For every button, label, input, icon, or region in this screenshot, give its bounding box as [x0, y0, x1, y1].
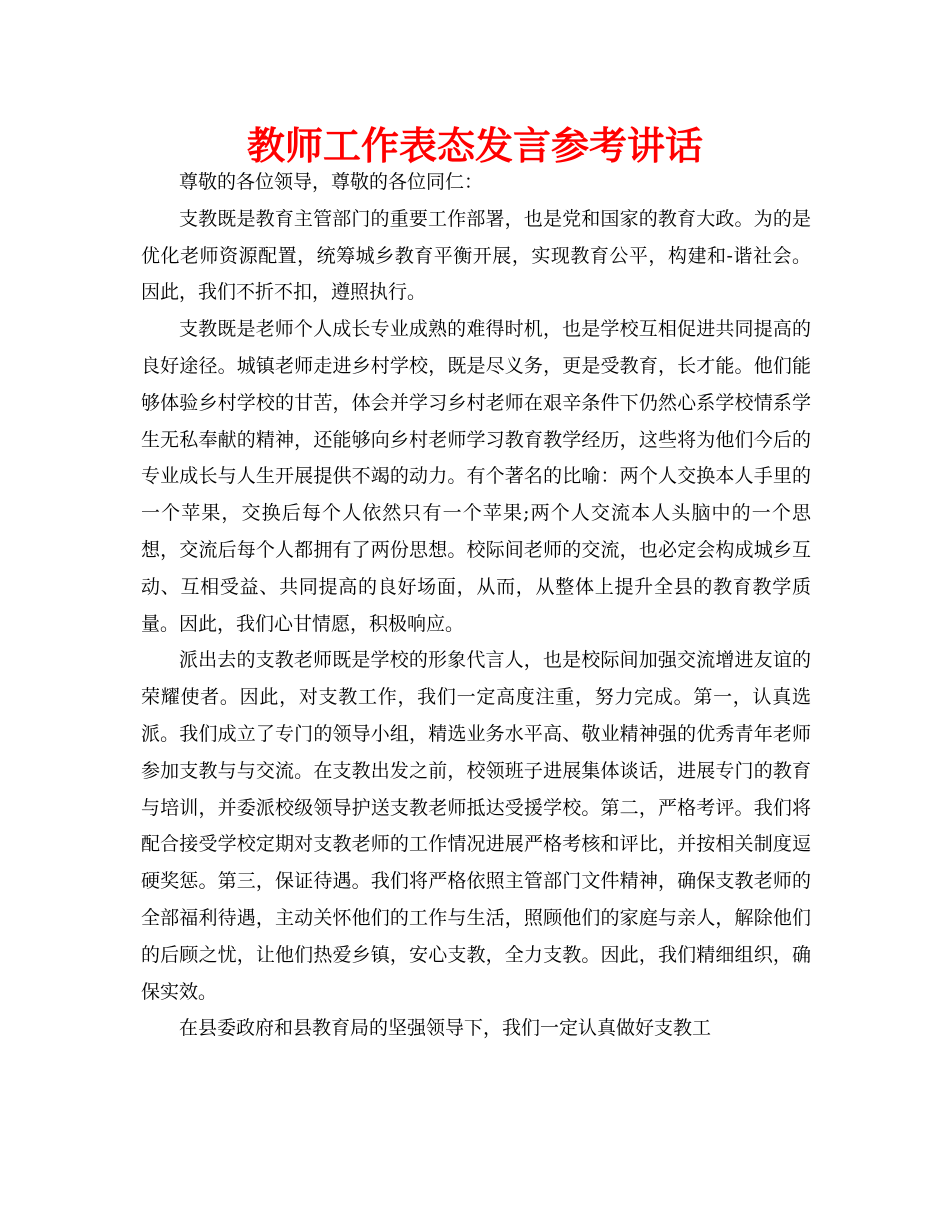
salutation: 尊敬的各位领导，尊敬的各位同仁： [179, 171, 484, 193]
paragraph-4: 在县委政府和县教育局的坚强领导下，我们一定认真做好支教工 [179, 1017, 712, 1040]
paragraph-1: 支教既是教育主管部门的重要工作部署，也是党和国家的教育大政。为的是优化老师资源配置，统筹城乡教育平衡开展，实现教育公平，构建和-谐社会。因此，我们不折不扣，遵照执行。 [141, 207, 811, 304]
document-title: 教师工作表态发言参考讲话 [246, 124, 703, 168]
document-body [141, 164, 811, 1047]
paragraph-2: 支教既是老师个人成长专业成熟的难得时机，也是学校互相促进共同提高的良好途径。城镇老师走进乡村学校，既是尽义务，更是受教育，长才能。他们能够体验乡村学校的甘苦，体会并学习乡村老师在艰辛条件下仍然心系学校情系学生无私奉献的精神，还能够向乡村老师学习教育教学经历，这些将为他们今后的专业成长与人生开展提供不竭的动力。有个著名的比喻：两个人交换本人手里的一个苹果，交换后每个人依然只有一个苹果;两个人交流本人头脑中的一个思想，交流后每个人都拥有了两份思想。校际间老师的交流，也必定会构成城乡互动、互相受益、共同提高的良好场面，从而，从整体上提升全县的教育教学质量。因此，我们心甘情愿，积极响应。 [141, 318, 811, 635]
paragraph-3: 派出去的支教老师既是学校的形象代言人，也是校际间加强交流增进友谊的荣耀使者。因此，对支教工作，我们一定高度注重，努力完成。第一，认真选派。我们成立了专门的领导小组，精选业务水平高、敬业精神强的优秀青年老师参加支教与与交流。在支教出发之前，校领班子进展集体谈话，进展专门的教育与培训，并委派校级领导护送支教老师抵达受援学校。第二，严格考评。我们将配合接受学校定期对支教老师的工作情况进展严格考核和评比，并按相关制度逗硬奖惩。第三，保证待遇。我们将严格依照主管部门文件精神，确保支教老师的全部福利待遇，主动关怀他们的工作与生活，照顾他们的家庭与亲人，解除他们的后顾之忧，让他们热爱乡镇，安心支教，全力支教。因此，我们精细组织，确保实效。 [141, 649, 811, 1003]
